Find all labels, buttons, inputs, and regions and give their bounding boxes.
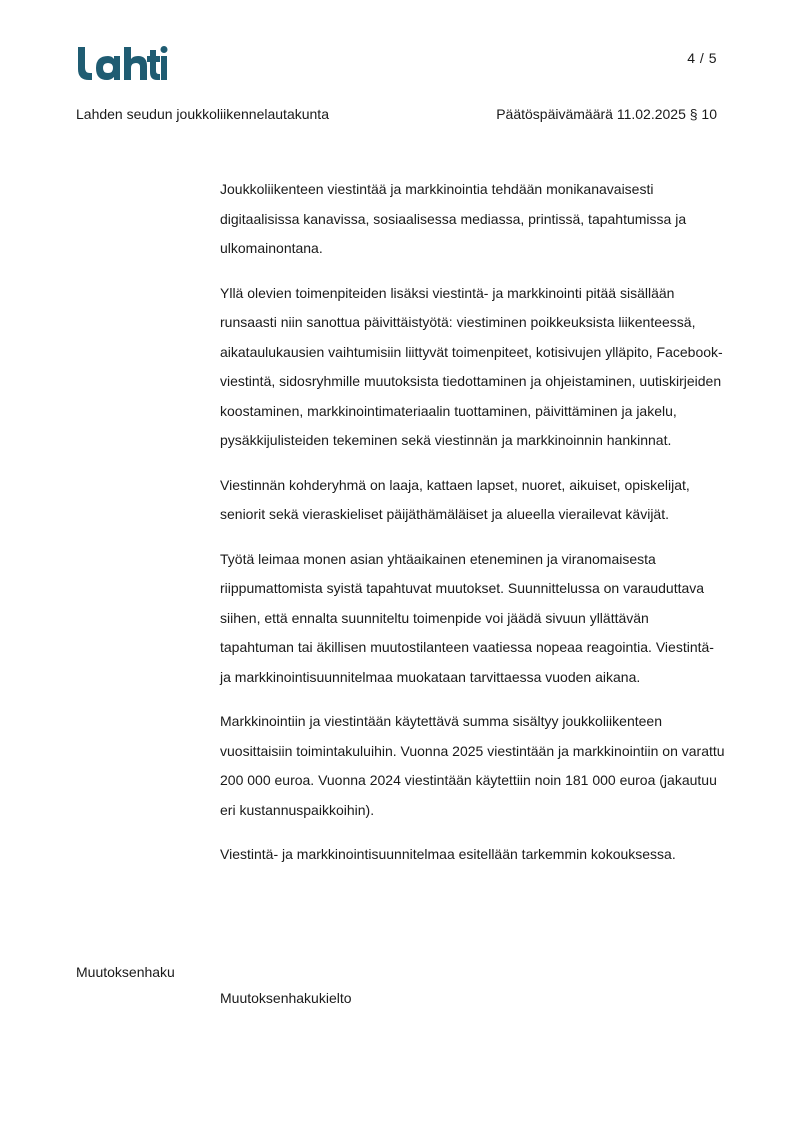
body-paragraph: Joukkoliikenteen viestintää ja markkinointia tehdään monikanavaisesti digitaalisissa kanavissa, sosiaalisessa mediassa, printissä, tapahtumissa ja ulkomainontana. <box>220 181 687 256</box>
page-number: 4 / 5 <box>687 50 717 66</box>
lahti-logo-mark <box>78 46 168 80</box>
appeal-heading: Muutoksenhaku <box>76 964 175 980</box>
body-paragraph: Työtä leimaa monen asian yhtäaikainen eteneminen ja viranomaisesta riippumattomista syistä tapahtuvat muutokset. Suunnittelussa on varauduttava siihen, että ennalta suunniteltu toimenpide voi jäädä sivuun yllättävän tapahtuman tai äkillisen muutostilanteen vaatiessa nopeaa reagointia. Viestintä- ja markkinointisuunnitelmaa muokataan tarvittaessa vuoden aikana. <box>220 550 714 685</box>
body-paragraph: Markkinointiin ja viestintään käytettävä summa sisältyy joukkoliikenteen vuosittaisiin toimintakuluihin. Vuonna 2025 viestintään ja markkinointiin on varattu 200 000 euroa. Vuonna 2024 viestintään käytettiin noin 181 000 euroa (jakautuu eri kustannuspaikkoihin). <box>220 713 725 818</box>
decision-body <box>220 175 725 885</box>
body-paragraph: Viestintä- ja markkinointisuunnitelmaa esitellään tarkemmin kokouksessa. <box>220 846 676 862</box>
body-paragraph: Viestinnän kohderyhmä on laaja, kattaen lapset, nuoret, aikuiset, opiskelijat, seniorit sekä vieraskieliset päijäthämäläiset ja alueella vierailevat kävijät. <box>220 476 690 522</box>
appeal-text: Muutoksenhakukielto <box>220 990 352 1006</box>
organization-name: Lahden seudun joukkoliikennelautakunta <box>76 106 329 122</box>
lahti-logo <box>75 44 169 82</box>
body-paragraph: Yllä olevien toimenpiteiden lisäksi viestintä- ja markkinointi pitää sisällään runsaasti niin sanottua päivittäistyötä: viestiminen poikkeuksista liikenteessä, aikataulukausien vaihtumisiin liittyvät toimenpiteet, kotisivujen ylläpito, Facebook-viestintä, sidosryhmille muutoksista tiedottaminen ja ohjeistaminen, uutiskirjeiden koostaminen, markkinointimateriaalin tuottaminen, päivittäminen ja jakelu, pysäkkijulisteiden tekeminen sekä viestinnän ja markkinoinnin hankinnat. <box>220 284 723 448</box>
decision-date: Päätöspäivämäärä 11.02.2025 § 10 <box>496 106 717 122</box>
